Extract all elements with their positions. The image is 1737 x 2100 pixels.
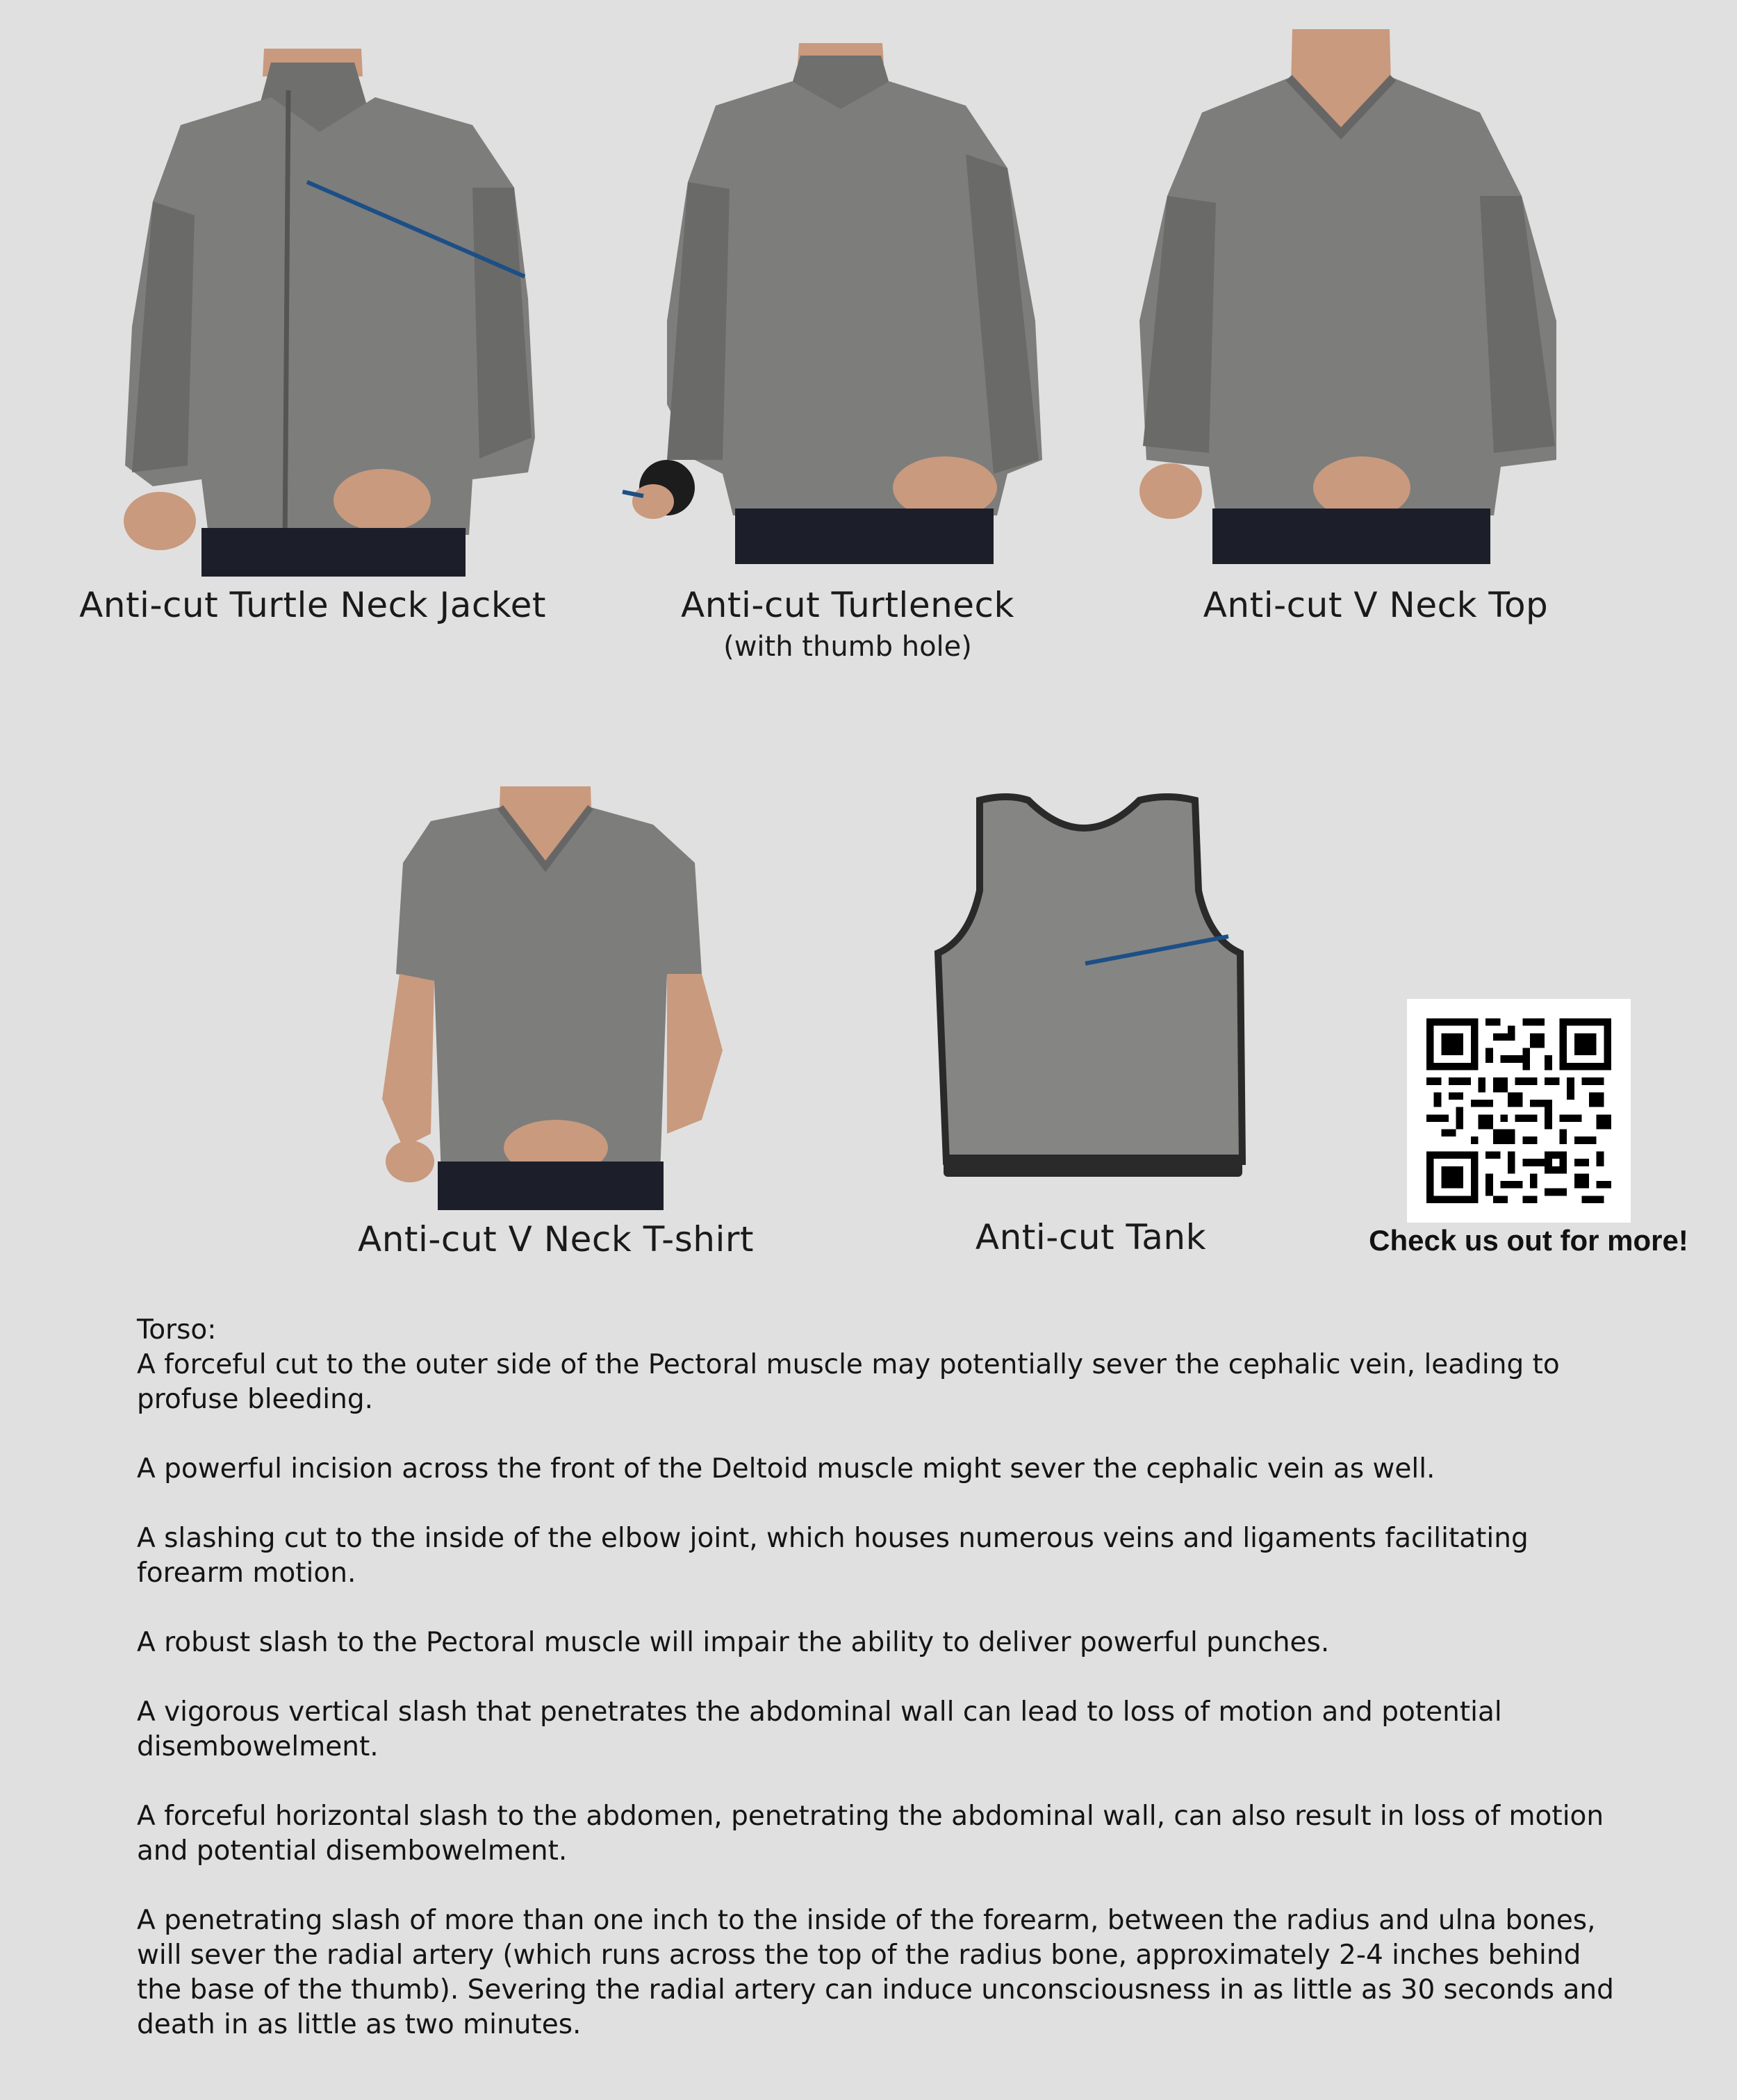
info-paragraph: A forceful cut to the outer side of the Pectoral muscle may potentially sever the cephalic vein, leading to profuse bleeding. [137,1349,1560,1415]
product-note: (with thumb hole) [723,631,972,663]
info-paragraph: A slashing cut to the inside of the elbow joint, which houses numerous veins and ligaments facilitating forearm motion. [137,1523,1529,1589]
product-name: Anti-cut Tank [975,1217,1207,1257]
info-paragraph: A vigorous vertical slash that penetrates the abdominal wall can lead to loss of motion and potential disembowelment. [137,1696,1502,1762]
product-name: Anti-cut Turtleneck [681,585,1014,625]
turtle-neck-jacket-image [111,49,542,577]
info-paragraph: A forceful horizontal slash to the abdomen, penetrating the abdominal wall, can also result in loss of motion and potential disembowelment. [137,1801,1604,1867]
qr-code-icon [1426,1018,1611,1203]
qr-caption: Check us out for more! [1369,1224,1688,1257]
torso-info [137,1313,1631,2077]
info-paragraph: A powerful incision across the front of the Deltoid muscle might sever the cephalic vein as well. [137,1453,1435,1485]
qr-code[interactable] [1407,999,1631,1223]
turtleneck-image [618,43,1063,564]
info-paragraph: A robust slash to the Pectoral muscle will impair the ability to deliver powerful punches. [137,1627,1330,1658]
v-neck-t-shirt-image [375,786,736,1210]
product-name: Anti-cut V Neck T-shirt [358,1219,754,1259]
v-neck-top-image [1133,29,1563,564]
product-name: Anti-cut V Neck Top [1203,585,1549,625]
product-name: Anti-cut Turtle Neck Jacket [79,585,546,625]
section-heading: Torso: [137,1314,217,1346]
tank-image [931,793,1251,1189]
info-paragraph: A penetrating slash of more than one inch to the inside of the forearm, between the radius and ulna bones, will sever the radial artery (which runs across the top of the radius bone, approximately 2-4 inches behind the base of the thumb). Severing the radial artery can induce unconsciousness in as little as 30 seconds and death in as little as two minutes. [137,1905,1614,2040]
